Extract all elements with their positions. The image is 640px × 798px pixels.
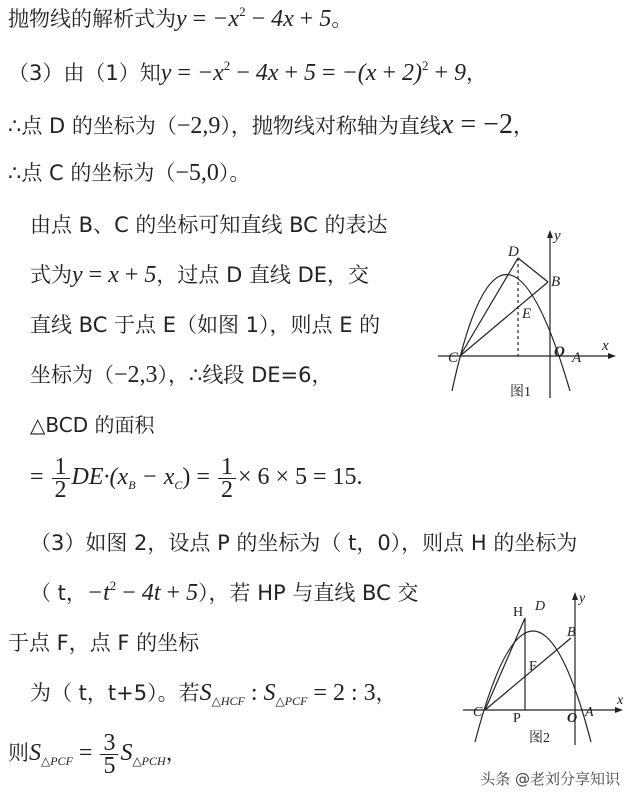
text-line-10 bbox=[30, 456, 363, 512]
text-segment: ，过点 D 直线 DE，交 bbox=[156, 263, 370, 287]
parabola bbox=[452, 275, 570, 392]
figure-2 bbox=[455, 590, 635, 750]
text-segment: 式为 bbox=[30, 263, 72, 287]
segment-ch bbox=[485, 618, 525, 710]
text-segment: （ t， bbox=[30, 581, 87, 605]
text-segment: ）。 bbox=[218, 161, 251, 185]
subscript: △PCF bbox=[41, 754, 73, 769]
label-h: H bbox=[513, 605, 524, 620]
text-line-3 bbox=[8, 110, 534, 141]
text-line-8 bbox=[30, 360, 332, 390]
text-line-5: 由点 B、C 的坐标可知直线 BC 的表达 bbox=[30, 213, 388, 237]
label-p: P bbox=[513, 711, 521, 726]
segment-bc bbox=[485, 638, 571, 710]
label-b: B bbox=[567, 625, 576, 640]
equation: $-t^2 - 4t + 5$ bbox=[86, 578, 199, 606]
text-segment: ， bbox=[466, 61, 488, 85]
text-segment: 则 bbox=[8, 741, 29, 766]
text-line-14 bbox=[30, 678, 397, 708]
equation-area bbox=[30, 454, 363, 503]
label-d: D bbox=[508, 244, 519, 260]
watermark bbox=[476, 767, 624, 790]
text-line-9: △BCD 的面积 bbox=[30, 413, 155, 437]
coordinate: −5,0 bbox=[175, 160, 219, 186]
text-segment: 为（ t，t+5）。若 bbox=[30, 681, 200, 705]
equation: $y = -x^2 - 4x + 5$ bbox=[176, 4, 332, 32]
fraction-one-half: $\frac{1}{2}$ bbox=[52, 456, 70, 501]
equation-part: × 6 × 5 = 15 bbox=[237, 464, 357, 491]
text-line-1 bbox=[8, 4, 352, 34]
equation-part: DE·(x bbox=[71, 464, 129, 491]
label-a: A bbox=[572, 350, 582, 366]
text-segment: ∴点 D 的坐标为（ bbox=[8, 114, 177, 138]
label-x: x bbox=[602, 338, 609, 354]
text-segment: ），若 HP 与直线 BC 交 bbox=[198, 581, 419, 605]
text-segment: ∴点 C 的坐标为（ bbox=[8, 161, 176, 185]
figure-2-caption: 图2 bbox=[529, 731, 550, 746]
segment-cd bbox=[460, 258, 518, 356]
coordinate: −2,9 bbox=[176, 113, 221, 139]
fraction-one-half: $\frac{1}{2}$ bbox=[218, 456, 236, 501]
label-c: C bbox=[473, 705, 483, 720]
label-y: y bbox=[579, 591, 586, 606]
label-x: x bbox=[617, 693, 624, 708]
equation-part: ) = bbox=[182, 464, 216, 491]
x-axis-arrow bbox=[608, 353, 616, 359]
period: . bbox=[356, 464, 363, 491]
equation-part: S bbox=[120, 740, 133, 767]
text-line-12 bbox=[30, 578, 418, 608]
text-line-11: （3）如图 2，设点 P 的坐标为（ t，0），则点 H 的坐标为 bbox=[30, 531, 578, 555]
equation-ratio bbox=[29, 730, 166, 779]
equation-part: − x bbox=[135, 464, 175, 491]
subscript: C bbox=[174, 478, 183, 493]
label-b: B bbox=[551, 274, 561, 290]
label-c: C bbox=[448, 350, 459, 366]
label-y: y bbox=[554, 228, 561, 244]
label-a: A bbox=[585, 705, 594, 720]
figure-1 bbox=[430, 226, 630, 406]
subscript: B bbox=[128, 478, 136, 493]
equation-part: = bbox=[72, 740, 99, 767]
text-line-15 bbox=[8, 732, 187, 788]
text-segment: ， bbox=[512, 114, 534, 138]
text-segment: 坐标为（ bbox=[30, 363, 114, 387]
text-line-6 bbox=[30, 260, 369, 290]
equation: $S_{\triangle HCF}$ : $S_{\triangle PCF} = 2$ : 3 bbox=[199, 680, 376, 708]
label-e: E bbox=[522, 306, 532, 322]
text-line-2 bbox=[8, 58, 487, 88]
label-f: F bbox=[529, 659, 537, 674]
watermark-text: 头条 @老刘分享知识 bbox=[480, 770, 620, 788]
y-axis-arrow bbox=[572, 592, 578, 600]
equation: x = −2 bbox=[440, 109, 513, 140]
text-segment: ， bbox=[375, 681, 397, 705]
text-segment: （3）由（1）知 bbox=[8, 61, 161, 85]
segment-bc bbox=[460, 282, 548, 356]
fraction-three-fifths: $\frac{3}{5}$ bbox=[100, 732, 118, 777]
text-line-4 bbox=[8, 158, 250, 188]
text-segment: ， bbox=[165, 741, 187, 766]
text-segment: ），∴线段 DE=6， bbox=[157, 363, 333, 387]
equation-part: S bbox=[29, 740, 41, 767]
label-d: D bbox=[535, 599, 546, 614]
text-segment: 抛物线的解析式为 bbox=[8, 7, 176, 31]
text-line-7: 直线 BC 于点 E（如图 1），则点 E 的 bbox=[30, 313, 381, 337]
y-axis-arrow bbox=[547, 230, 553, 238]
subscript: △PCH bbox=[132, 754, 166, 769]
text-segment: 。 bbox=[331, 7, 353, 31]
text-line-13: 于点 F，点 F 的坐标 bbox=[8, 631, 200, 655]
equals-sign: = bbox=[30, 464, 50, 491]
equation: y = x + 5 bbox=[72, 262, 157, 288]
text-segment: ），抛物线对称轴为直线 bbox=[220, 114, 441, 138]
figure-1-caption: 图1 bbox=[510, 385, 531, 400]
equation: $y = -x^2 - 4x + 5 = -(x + 2)^2 + 9$ bbox=[160, 58, 467, 86]
label-o: O bbox=[554, 344, 565, 360]
coordinate: −2,3 bbox=[114, 362, 158, 388]
label-o: O bbox=[567, 711, 578, 726]
segment-db bbox=[518, 258, 548, 282]
